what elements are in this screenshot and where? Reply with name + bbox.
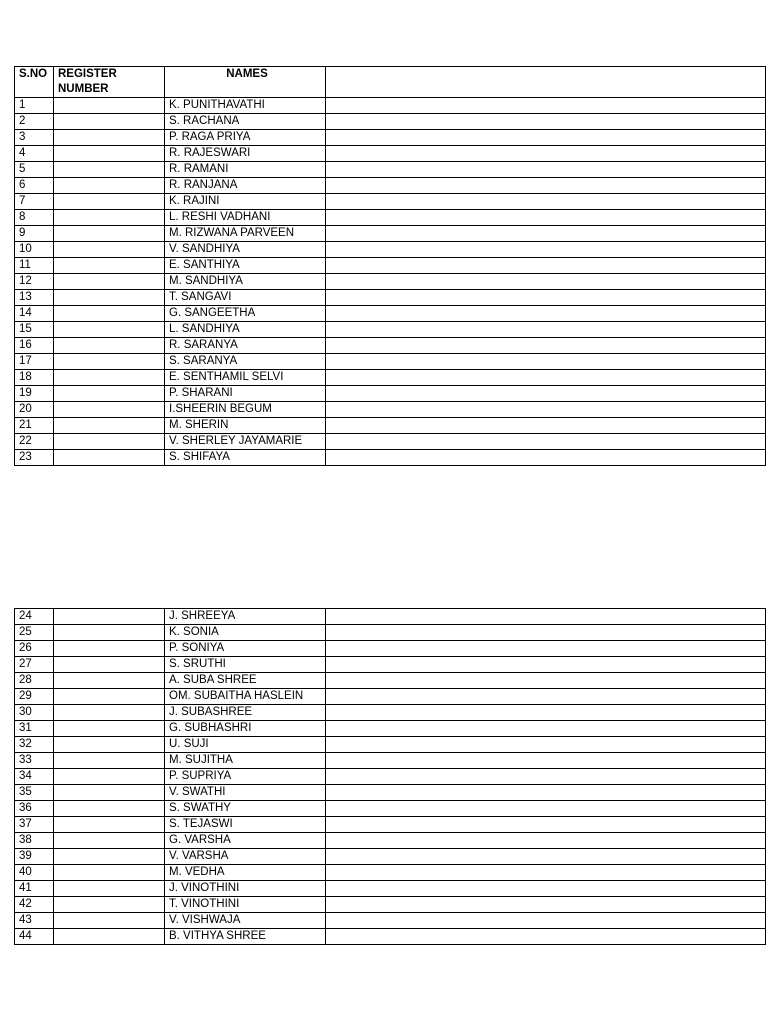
table-row xyxy=(15,929,766,945)
extra-cell xyxy=(326,146,766,162)
extra-cell xyxy=(326,274,766,290)
extra-cell xyxy=(326,721,766,737)
extra-cell xyxy=(326,785,766,801)
extra-cell xyxy=(326,897,766,913)
extra-cell xyxy=(326,769,766,785)
name-cell: A. SUBA SHREE xyxy=(165,673,326,689)
sno-cell: 20 xyxy=(15,402,54,418)
table-row xyxy=(15,194,766,210)
sno-cell: 44 xyxy=(15,929,54,945)
register-number-cell xyxy=(54,210,165,226)
names-column-header: NAMES xyxy=(165,67,326,98)
extra-cell xyxy=(326,817,766,833)
register-number-cell xyxy=(54,737,165,753)
name-cell: J. VINOTHINI xyxy=(165,881,326,897)
register-number-cell xyxy=(54,913,165,929)
sno-cell: 16 xyxy=(15,338,54,354)
register-number-cell xyxy=(54,322,165,338)
table-row xyxy=(15,178,766,194)
name-cell: OM. SUBAITHA HASLEIN xyxy=(165,689,326,705)
register-number-cell xyxy=(54,242,165,258)
table-row xyxy=(15,290,766,306)
name-cell: E. SANTHIYA xyxy=(165,258,326,274)
extra-cell xyxy=(326,929,766,945)
sno-cell: 33 xyxy=(15,753,54,769)
extra-cell xyxy=(326,450,766,466)
table-row xyxy=(15,673,766,689)
register-number-cell xyxy=(54,194,165,210)
name-cell: B. VITHYA SHREE xyxy=(165,929,326,945)
register-number-cell xyxy=(54,178,165,194)
sno-cell: 18 xyxy=(15,370,54,386)
register-number-cell xyxy=(54,402,165,418)
name-cell: I.SHEERIN BEGUM xyxy=(165,402,326,418)
register-number-cell xyxy=(54,450,165,466)
table-row xyxy=(15,641,766,657)
extra-cell xyxy=(326,865,766,881)
register-number-cell xyxy=(54,865,165,881)
name-cell: U. SUJI xyxy=(165,737,326,753)
sno-cell: 11 xyxy=(15,258,54,274)
table-row xyxy=(15,769,766,785)
sno-cell: 30 xyxy=(15,705,54,721)
student-roster-table-part-2 xyxy=(14,608,766,945)
extra-cell xyxy=(326,849,766,865)
table-row xyxy=(15,625,766,641)
extra-cell xyxy=(326,210,766,226)
name-cell: K. PUNITHAVATHI xyxy=(165,98,326,114)
table-row xyxy=(15,226,766,242)
sno-cell: 41 xyxy=(15,881,54,897)
name-cell: S. RACHANA xyxy=(165,114,326,130)
name-cell: T. SANGAVI xyxy=(165,290,326,306)
table-row xyxy=(15,849,766,865)
table-row xyxy=(15,306,766,322)
register-number-cell xyxy=(54,641,165,657)
extra-cell xyxy=(326,402,766,418)
register-number-column-header xyxy=(54,67,165,98)
extra-cell xyxy=(326,322,766,338)
sno-cell: 14 xyxy=(15,306,54,322)
extra-cell xyxy=(326,258,766,274)
register-number-cell xyxy=(54,306,165,322)
table-row xyxy=(15,146,766,162)
roster-body-part-1 xyxy=(15,98,766,466)
extra-cell xyxy=(326,434,766,450)
sno-cell: 1 xyxy=(15,98,54,114)
name-cell: J. SUBASHREE xyxy=(165,705,326,721)
sno-cell: 35 xyxy=(15,785,54,801)
extra-cell xyxy=(326,625,766,641)
name-cell: M. RIZWANA PARVEEN xyxy=(165,226,326,242)
table-row xyxy=(15,242,766,258)
register-number-cell xyxy=(54,162,165,178)
extra-cell xyxy=(326,657,766,673)
register-number-cell xyxy=(54,226,165,242)
sno-cell: 27 xyxy=(15,657,54,673)
name-cell: R. RAJESWARI xyxy=(165,146,326,162)
extra-cell xyxy=(326,673,766,689)
sno-cell: 6 xyxy=(15,178,54,194)
table-row xyxy=(15,657,766,673)
name-cell: P. SHARANI xyxy=(165,386,326,402)
register-number-cell xyxy=(54,929,165,945)
register-number-cell xyxy=(54,657,165,673)
sno-cell: 29 xyxy=(15,689,54,705)
name-cell: M. VEDHA xyxy=(165,865,326,881)
table-row xyxy=(15,354,766,370)
register-number-cell xyxy=(54,258,165,274)
sno-cell: 3 xyxy=(15,130,54,146)
register-number-cell xyxy=(54,370,165,386)
sno-cell: 32 xyxy=(15,737,54,753)
extra-cell xyxy=(326,98,766,114)
sno-cell: 43 xyxy=(15,913,54,929)
register-number-cell xyxy=(54,98,165,114)
register-number-cell xyxy=(54,146,165,162)
table-row xyxy=(15,98,766,114)
sno-cell: 24 xyxy=(15,609,54,625)
extra-cell xyxy=(326,705,766,721)
table-row xyxy=(15,801,766,817)
register-number-cell xyxy=(54,434,165,450)
name-cell: P. SONIYA xyxy=(165,641,326,657)
register-number-cell xyxy=(54,386,165,402)
sno-cell: 12 xyxy=(15,274,54,290)
name-cell: G. SANGEETHA xyxy=(165,306,326,322)
register-number-cell xyxy=(54,897,165,913)
extra-cell xyxy=(326,418,766,434)
name-cell: R. RANJANA xyxy=(165,178,326,194)
table-row xyxy=(15,785,766,801)
extra-cell xyxy=(326,801,766,817)
name-cell: L. RESHI VADHANI xyxy=(165,210,326,226)
sno-cell: 5 xyxy=(15,162,54,178)
name-cell: K. RAJINI xyxy=(165,194,326,210)
name-cell: V. SHERLEY JAYAMARIE xyxy=(165,434,326,450)
extra-cell xyxy=(326,609,766,625)
name-cell: V. VISHWAJA xyxy=(165,913,326,929)
table-row xyxy=(15,114,766,130)
table-row xyxy=(15,370,766,386)
extra-cell xyxy=(326,242,766,258)
sno-cell: 37 xyxy=(15,817,54,833)
sno-cell: 13 xyxy=(15,290,54,306)
extra-cell xyxy=(326,226,766,242)
register-number-cell xyxy=(54,274,165,290)
table-row xyxy=(15,705,766,721)
name-cell: M. SUJITHA xyxy=(165,753,326,769)
register-number-cell xyxy=(54,673,165,689)
table-row xyxy=(15,386,766,402)
sno-cell: 10 xyxy=(15,242,54,258)
table-row xyxy=(15,609,766,625)
register-number-cell xyxy=(54,801,165,817)
sno-cell: 8 xyxy=(15,210,54,226)
register-number-cell xyxy=(54,290,165,306)
sno-cell: 21 xyxy=(15,418,54,434)
table-row xyxy=(15,402,766,418)
extra-cell xyxy=(326,370,766,386)
sno-cell: 23 xyxy=(15,450,54,466)
extra-cell xyxy=(326,290,766,306)
sno-cell: 15 xyxy=(15,322,54,338)
table-row xyxy=(15,322,766,338)
register-number-cell xyxy=(54,833,165,849)
name-cell: P. RAGA PRIYA xyxy=(165,130,326,146)
register-number-cell xyxy=(54,721,165,737)
sno-cell: 42 xyxy=(15,897,54,913)
table-row xyxy=(15,913,766,929)
sno-cell: 38 xyxy=(15,833,54,849)
table-row xyxy=(15,162,766,178)
table-row xyxy=(15,865,766,881)
extra-cell xyxy=(326,178,766,194)
sno-cell: 25 xyxy=(15,625,54,641)
table-row xyxy=(15,833,766,849)
table-row xyxy=(15,721,766,737)
register-header-line-1: REGISTER xyxy=(58,68,117,80)
register-number-cell xyxy=(54,130,165,146)
extra-cell xyxy=(326,737,766,753)
table-row xyxy=(15,210,766,226)
extra-cell xyxy=(326,689,766,705)
table-header-row xyxy=(15,67,766,98)
name-cell: P. SUPRIYA xyxy=(165,769,326,785)
extra-cell xyxy=(326,338,766,354)
sno-cell: 36 xyxy=(15,801,54,817)
extra-cell xyxy=(326,194,766,210)
extra-cell xyxy=(326,833,766,849)
table-row xyxy=(15,434,766,450)
name-cell: K. SONIA xyxy=(165,625,326,641)
name-cell: S. SRUTHI xyxy=(165,657,326,673)
register-number-cell xyxy=(54,753,165,769)
table-row xyxy=(15,817,766,833)
sno-cell: 26 xyxy=(15,641,54,657)
name-cell: M. SHERIN xyxy=(165,418,326,434)
student-roster-table-part-1 xyxy=(14,66,766,466)
extra-cell xyxy=(326,386,766,402)
name-cell: G. VARSHA xyxy=(165,833,326,849)
extra-cell xyxy=(326,162,766,178)
extra-cell xyxy=(326,913,766,929)
name-cell: E. SENTHAMIL SELVI xyxy=(165,370,326,386)
register-number-cell xyxy=(54,849,165,865)
table-row xyxy=(15,258,766,274)
sno-cell: 2 xyxy=(15,114,54,130)
name-cell: T. VINOTHINI xyxy=(165,897,326,913)
extra-cell xyxy=(326,130,766,146)
extra-column-header xyxy=(326,67,766,98)
sno-column-header: S.NO xyxy=(15,67,54,98)
name-cell: V. VARSHA xyxy=(165,849,326,865)
sno-cell: 22 xyxy=(15,434,54,450)
register-number-cell xyxy=(54,114,165,130)
name-cell: V. SANDHIYA xyxy=(165,242,326,258)
extra-cell xyxy=(326,641,766,657)
register-header-line-2: NUMBER xyxy=(58,83,109,95)
sno-cell: 39 xyxy=(15,849,54,865)
register-number-cell xyxy=(54,418,165,434)
extra-cell xyxy=(326,306,766,322)
register-number-cell xyxy=(54,817,165,833)
name-cell: L. SANDHIYA xyxy=(165,322,326,338)
register-number-cell xyxy=(54,354,165,370)
sno-cell: 19 xyxy=(15,386,54,402)
sno-cell: 31 xyxy=(15,721,54,737)
extra-cell xyxy=(326,114,766,130)
extra-cell xyxy=(326,354,766,370)
table-row xyxy=(15,753,766,769)
sno-cell: 4 xyxy=(15,146,54,162)
register-number-cell xyxy=(54,609,165,625)
name-cell: V. SWATHI xyxy=(165,785,326,801)
name-cell: J. SHREEYA xyxy=(165,609,326,625)
sno-cell: 40 xyxy=(15,865,54,881)
name-cell: M. SANDHIYA xyxy=(165,274,326,290)
name-cell: S. SWATHY xyxy=(165,801,326,817)
name-cell: R. RAMANI xyxy=(165,162,326,178)
table-row xyxy=(15,418,766,434)
roster-body-part-2 xyxy=(15,609,766,945)
table-row xyxy=(15,338,766,354)
sno-cell: 28 xyxy=(15,673,54,689)
register-number-cell xyxy=(54,625,165,641)
sno-cell: 17 xyxy=(15,354,54,370)
table-row xyxy=(15,881,766,897)
name-cell: R. SARANYA xyxy=(165,338,326,354)
register-number-cell xyxy=(54,705,165,721)
extra-cell xyxy=(326,881,766,897)
sno-cell: 7 xyxy=(15,194,54,210)
register-number-cell xyxy=(54,689,165,705)
table-row xyxy=(15,130,766,146)
table-row xyxy=(15,450,766,466)
sno-cell: 9 xyxy=(15,226,54,242)
sno-cell: 34 xyxy=(15,769,54,785)
name-cell: G. SUBHASHRI xyxy=(165,721,326,737)
name-cell: S. SHIFAYA xyxy=(165,450,326,466)
register-number-cell xyxy=(54,785,165,801)
register-number-cell xyxy=(54,338,165,354)
extra-cell xyxy=(326,753,766,769)
table-row xyxy=(15,689,766,705)
name-cell: S. TEJASWI xyxy=(165,817,326,833)
table-row xyxy=(15,274,766,290)
table-row xyxy=(15,737,766,753)
table-row xyxy=(15,897,766,913)
name-cell: S. SARANYA xyxy=(165,354,326,370)
register-number-cell xyxy=(54,881,165,897)
register-number-cell xyxy=(54,769,165,785)
